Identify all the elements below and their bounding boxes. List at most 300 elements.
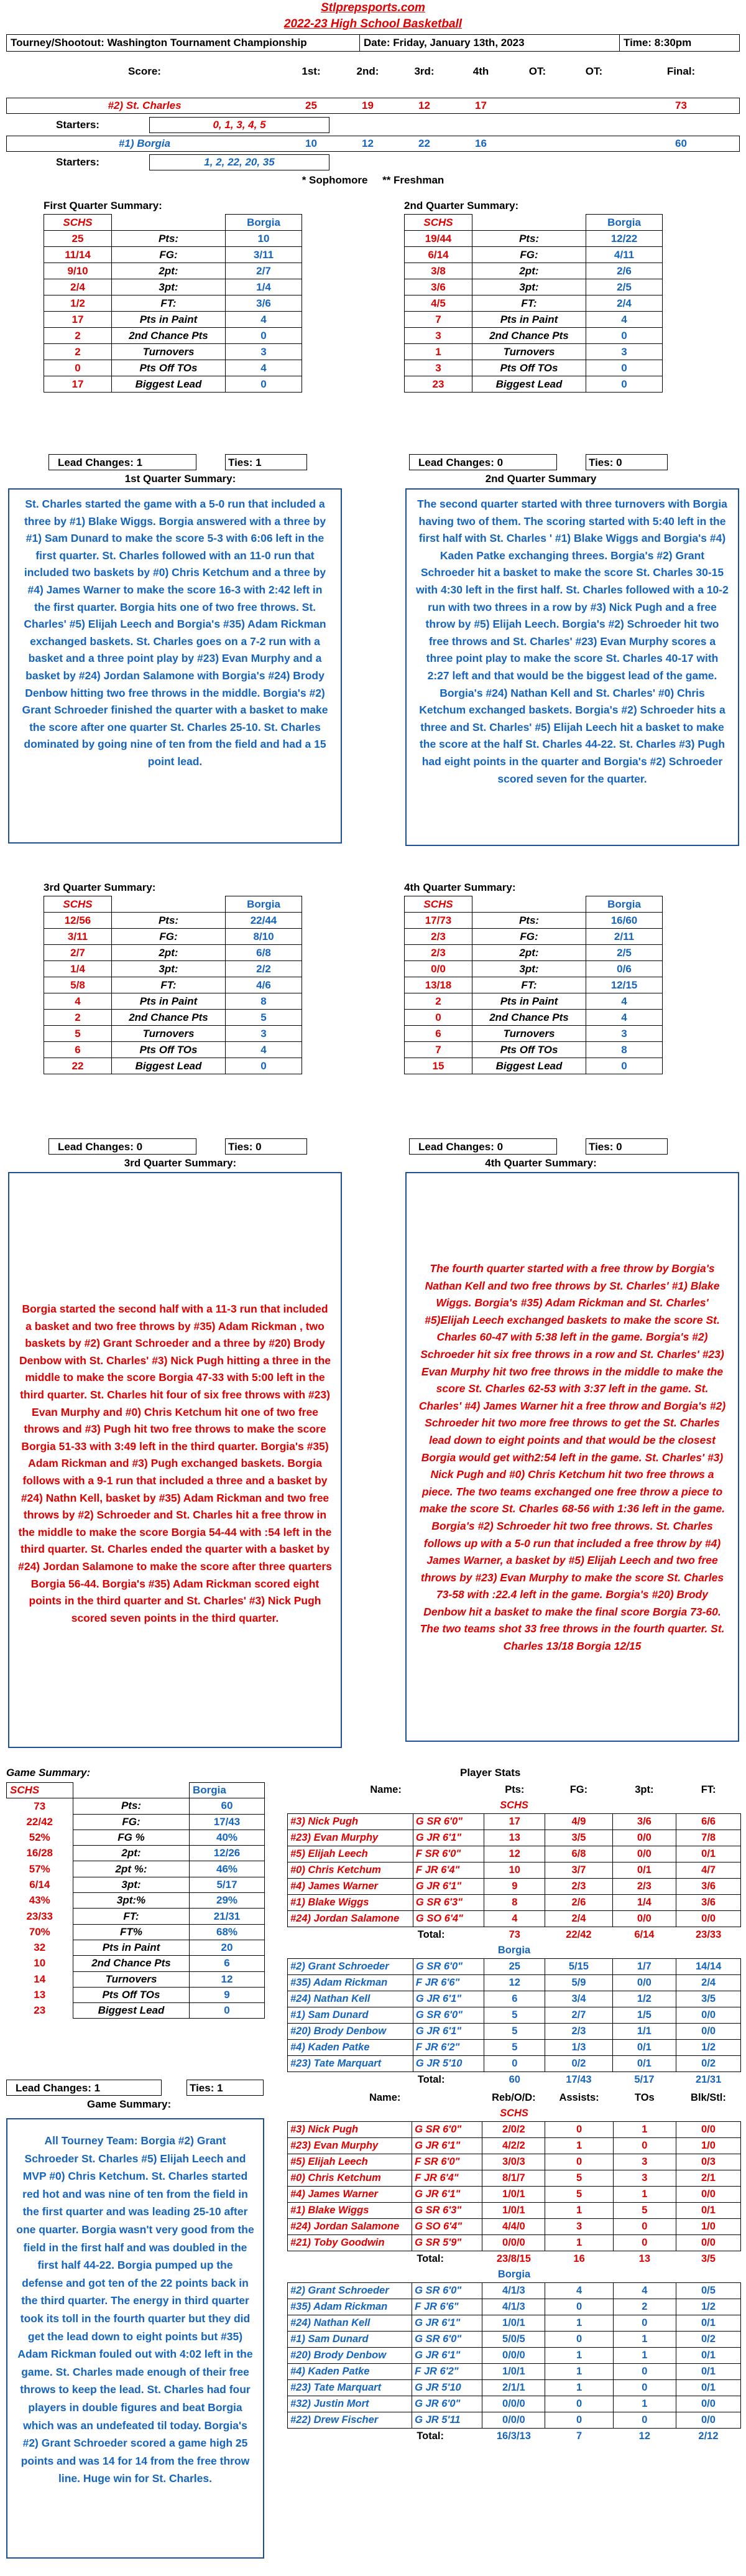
borgia-stat: 68% xyxy=(190,1924,265,1940)
starters-label: Starters: xyxy=(56,119,99,131)
player-name: #4) Kaden Patke xyxy=(288,2040,413,2056)
player-info: G JR 6'1" xyxy=(413,1991,484,2007)
stat-label: Turnovers xyxy=(472,1026,586,1042)
q1-title: First Quarter Summary: xyxy=(44,200,162,212)
stat-label: 3pt: xyxy=(73,1877,190,1892)
stat-label: Pts in Paint xyxy=(112,312,226,328)
col-header: Assists: xyxy=(559,2092,599,2103)
schs-stat: 0 xyxy=(405,1010,472,1026)
game-ties: Ties: 1 xyxy=(186,2080,264,2096)
player-stat: 1/0 xyxy=(676,2138,740,2154)
player-info: F SR 6'0" xyxy=(413,1846,484,1862)
borgia-stat: 0 xyxy=(586,328,663,344)
player-stat: 12 xyxy=(484,1975,545,1991)
player-info: G JR 6'1" xyxy=(413,1879,484,1895)
schs-stat: 3 xyxy=(405,360,472,376)
schs-stat: 16/28 xyxy=(26,1847,53,1859)
stat-label: 2pt: xyxy=(112,945,226,961)
player-stat: 1 xyxy=(545,2380,613,2396)
total-stat: 12 xyxy=(638,2430,650,2442)
schs-stat: 70% xyxy=(29,1925,50,1938)
player-stat: 4/7 xyxy=(676,1862,741,1879)
starters-label: Starters: xyxy=(56,156,99,168)
schs-stat: 5/8 xyxy=(44,977,112,993)
player-stat: 1/0 xyxy=(676,2219,740,2235)
score-header-ot2: OT: xyxy=(585,65,603,77)
schs-stat: 2 xyxy=(44,1010,112,1026)
player-stat: 3 xyxy=(613,2170,676,2187)
player-stat: 5/15 xyxy=(545,1959,612,1975)
score-header-score: Score: xyxy=(128,65,161,77)
player-stat: 0/0 xyxy=(676,1911,741,1927)
player-stat: 0 xyxy=(545,2332,613,2348)
player-stat: 0/0 xyxy=(676,2122,740,2138)
player-stats-title: Player Stats xyxy=(460,1767,521,1779)
player-stat: 1/0/1 xyxy=(482,2187,545,2203)
stat-label: FG % xyxy=(73,1830,190,1845)
borgia-stat: 10 xyxy=(226,231,302,247)
player-name: #35) Adam Rickman xyxy=(288,2299,412,2315)
player-name: #20) Brody Denbow xyxy=(288,2348,412,2364)
borgia-stat: 3 xyxy=(226,1026,302,1042)
quarter-score: 16 xyxy=(475,137,487,149)
player-stat: 0 xyxy=(545,2299,613,2315)
stat-label: FG: xyxy=(112,247,226,263)
player-info: G SR 6'0" xyxy=(413,1814,484,1830)
score-header-q1: 1st: xyxy=(302,65,321,77)
stat-label: 3pt: xyxy=(472,279,586,295)
q2-summary-text: The second quarter started with three turnovers with Borgia having two of them. The scoring started with 5:40 left in the first half with St. Charles ' #1) Blake Wiggs and Borgia's #4) Kaden Patke exchanging threes. Borgia's #2) Grant Schroeder hit a basket to make the score St. Charles 30-15 with 4:30 left in the first half. St. Charles followed with a 10-2 run with two threes in a row by #3) Nick Pugh and a free throw by #5) Elijah Leech. Borgia's #2) Schroeder hit two free throws and St. Charles' #23) Evan Murphy scores a three point play to make the score St. Charles 40-17 with 2:27 left and that would be the biggest lead of the game. Borgia's #24) Nathan Kell and St. Charles' #0) Chris Ketchum exchanged baskets. Borgia's #2) Schroeder hits a three and St. Charles' #5) Elijah Leech hit a basket to make the score at the half St. Charles 44-22. St. Charles #3) Pugh had eight points in the quarter and Borgia's #2) Schroeder scored seven for the quarter. xyxy=(405,488,739,846)
score-header-q4: 4th xyxy=(472,65,489,77)
q2-title: 2nd Quarter Summary: xyxy=(404,200,519,212)
borgia-section: Borgia xyxy=(497,2269,531,2280)
stat-label: Pts: xyxy=(472,231,586,247)
score-header-final: Final: xyxy=(666,65,696,77)
schs-stat: 10 xyxy=(34,1957,46,1969)
player-name: #2) Grant Schroeder xyxy=(288,2283,412,2299)
stat-label: FT: xyxy=(472,295,586,312)
game-info-table xyxy=(6,34,740,52)
schs-stat: 52% xyxy=(29,1831,50,1844)
borgia-stat: 0 xyxy=(190,2003,265,2019)
total-stat: 5/17 xyxy=(634,2074,655,2085)
stat-label: Pts in Paint xyxy=(73,1940,190,1955)
player-stat: 1 xyxy=(545,2235,613,2251)
col-header: TOs xyxy=(634,2092,655,2103)
player-stat: 0/1 xyxy=(676,2348,740,2364)
stat-label: Pts: xyxy=(112,913,226,929)
borgia-stat: 2/7 xyxy=(226,263,302,279)
player-info: G JR 6'1" xyxy=(412,2348,482,2364)
schs-stat: 23/33 xyxy=(26,1910,53,1922)
player-name: #24) Nathan Kell xyxy=(288,1991,413,2007)
player-stat: 1/5 xyxy=(612,2007,676,2024)
stat-label: 3pt: xyxy=(112,279,226,295)
player-stat: 8 xyxy=(484,1895,545,1911)
schs-stat: 17/73 xyxy=(405,913,472,929)
player-stat: 1 xyxy=(545,2364,613,2380)
stat-label: Pts: xyxy=(73,1798,190,1814)
schs-stat: 13 xyxy=(34,1989,46,2001)
player-info: F JR 6'6" xyxy=(413,1975,484,1991)
borgia-stat: 4 xyxy=(226,360,302,376)
q1-summary-text: St. Charles started the game with a 5-0 run that included a three by #1) Blake Wiggs. Borgia answered with a three by #1) Sam Dunard to make the score 5-3 with 6:06 left in the first quarter. St. Charles followed with an 11-0 run that included two baskets by #0) Chris Ketchum and a three by #4) James Warner to make the score 16-3 with 2:42 left in the first quarter. Borgia hits one of two free throws. St. Charles' #5) Elijah Leech and Borgia's #35) Adam Rickman exchanged baskets. St. Charles goes on a 7-2 run with a basket and a three point play by #23) Evan Murphy and a basket by #24) Jordan Salamone with Borgia's #24) Brody Denbow hitting two free throws in the middle. Borgia's #2) Grant Schroeder finished the quarter with a basket to make the score after one quarter St. Charles 25-10. St. Charles dominated by going nine of ten from the field and had a 15 point lead. xyxy=(8,488,342,844)
player-stat: 2/3 xyxy=(545,2024,612,2040)
col-header: Reb/O/D: xyxy=(492,2092,536,2103)
q2-lead-changes: Lead Changes: 0 xyxy=(409,454,557,470)
player-stat: 0 xyxy=(613,2412,676,2429)
q3-lead-changes: Lead Changes: 0 xyxy=(48,1138,196,1155)
score-header-ot1: OT: xyxy=(528,65,546,77)
player-stat: 4/1/3 xyxy=(482,2299,545,2315)
stat-label: Pts Off TOs xyxy=(112,1042,226,1058)
total-stat: 23/33 xyxy=(695,1929,722,1940)
schs-stat: 19/44 xyxy=(405,231,472,247)
borgia-section: Borgia xyxy=(497,1945,531,1956)
player-stat: 9 xyxy=(484,1879,545,1895)
game-summary-table xyxy=(6,1782,265,2019)
schs-stat: 43% xyxy=(29,1894,50,1907)
schs-label: SCHS xyxy=(405,215,472,231)
stat-label: Pts Off TOs xyxy=(112,360,226,376)
player-stat: 0/0/0 xyxy=(482,2396,545,2412)
score-header-q3: 3rd: xyxy=(414,65,435,77)
player-name: #23) Tate Marquart xyxy=(288,2380,412,2396)
stat-label: Pts Off TOs xyxy=(73,1987,190,2002)
site-link[interactable]: Stlprepsports.com xyxy=(321,1,425,14)
schs-stat: 15 xyxy=(405,1058,472,1074)
player-stat: 1/0/1 xyxy=(482,2364,545,2380)
quarter-score: 22 xyxy=(418,137,430,149)
player-name: #23) Tate Marquart xyxy=(288,2056,413,2072)
schs-stat: 7 xyxy=(405,1042,472,1058)
player-stat: 4/2/2 xyxy=(482,2138,545,2154)
schs-stat: 9/10 xyxy=(44,263,112,279)
total-stat: 60 xyxy=(509,2074,520,2085)
borgia-stat: 40% xyxy=(190,1830,265,1845)
borgia-stat: 0 xyxy=(226,328,302,344)
q3-summary-title: 3rd Quarter Summary: xyxy=(124,1157,237,1169)
schs-stat: 32 xyxy=(34,1941,46,1954)
player-stats-table-2 xyxy=(287,2090,741,2444)
team-name: #1) Borgia xyxy=(118,137,171,149)
player-stat: 0/1 xyxy=(676,2315,740,2332)
player-info: G JR 6'1" xyxy=(412,2138,482,2154)
schs-stat: 7 xyxy=(405,312,472,328)
player-stat: 2/7 xyxy=(545,2007,612,2024)
borgia-stat: 0/6 xyxy=(586,961,663,977)
borgia-stat: 0 xyxy=(586,1058,663,1074)
player-stat: 6 xyxy=(484,1991,545,2007)
player-name: #22) Drew Fischer xyxy=(288,2412,412,2429)
borgia-stat: 4 xyxy=(586,993,663,1010)
player-name: #2) Grant Schroeder xyxy=(288,1959,413,1975)
player-info: G JR 5'10 xyxy=(412,2380,482,2396)
player-name: #24) Jordan Salamone xyxy=(288,2219,412,2235)
player-stat: 0/1 xyxy=(676,1846,741,1862)
player-stat: 5 xyxy=(484,2040,545,2056)
stat-label: FT: xyxy=(112,977,226,993)
col-header: 3pt: xyxy=(635,1784,654,1795)
player-stat: 0 xyxy=(545,2122,613,2138)
player-stat: 2/4 xyxy=(676,1975,741,1991)
player-name: #21) Toby Goodwin xyxy=(288,2235,412,2251)
player-stat: 5 xyxy=(484,2024,545,2040)
borgia-stat: 4 xyxy=(226,1042,302,1058)
player-stat: 5 xyxy=(545,2170,613,2187)
player-stat: 0/1 xyxy=(612,1862,676,1879)
player-stat: 0/1 xyxy=(612,2040,676,2056)
player-info: F JR 6'4" xyxy=(412,2170,482,2187)
player-info: G SR 6'0" xyxy=(413,1959,484,1975)
q2-summary-title: 2nd Quarter Summary xyxy=(485,473,597,485)
stat-label: 2nd Chance Pts xyxy=(472,1010,586,1026)
player-stat: 1/2 xyxy=(676,2040,741,2056)
borgia-stat: 0 xyxy=(586,376,663,393)
borgia-stat: 8/10 xyxy=(226,929,302,945)
schs-stat: 4/5 xyxy=(405,295,472,312)
q4-ties: Ties: 0 xyxy=(586,1138,668,1155)
q3-stats xyxy=(44,880,302,1074)
player-stat: 0/0/0 xyxy=(482,2235,545,2251)
quarter-score: 12 xyxy=(418,100,430,111)
player-stats-table xyxy=(287,1782,741,2088)
schs-stat: 14 xyxy=(34,1973,46,1985)
player-info: G SO 6'4" xyxy=(412,2219,482,2235)
player-stat: 1/4 xyxy=(612,1895,676,1911)
player-stat: 2 xyxy=(613,2299,676,2315)
schs-stat: 13/18 xyxy=(405,977,472,993)
player-stat: 3/5 xyxy=(545,1830,612,1846)
borgia-stat: 60 xyxy=(190,1798,265,1814)
player-name: #1) Sam Dunard xyxy=(288,2332,412,2348)
player-name: #24) Nathan Kell xyxy=(288,2315,412,2332)
stat-label: Pts in Paint xyxy=(472,312,586,328)
player-stat: 1 xyxy=(613,2396,676,2412)
player-stat: 0 xyxy=(613,2315,676,2332)
player-stat: 1/7 xyxy=(612,1959,676,1975)
q3-summary-text: Borgia started the second half with a 11-3 run that included a basket and two free throws by #35) Adam Rickman , two baskets by #2) Grant Schroeder and a three by #20) Brody Denbow with St. Charles' #3) Nick Pugh hitting a three in the middle to make the score Borgia 47-33 with 5:00 left in the third quarter. St. Charles hit four of six free throws with #23) Evan Murphy and #0) Chris Ketchum hit one of two free throws and #3) Pugh hit two free throws to make the score Borgia 51-33 with 3:49 left in the third quarter. Borgia's #35) Adam Rickman and #3) Pugh exchanged baskets. Borgia follows with a 9-1 run that included a three and a basket by #24) Nathn Kell, basket by #35) Adam Rickman and two free throws by #2) Schroeder and St. Charles hit a free throw in the middle to make the score Borgia 54-44 with :54 left in the third quarter. St. Charles ended the quarter with a basket by #24) Jordan Salamone to make the score after three quarters Borgia 56-44. Borgia's #35) Adam Rickman scored eight points in the third quarter and St. Charles' #3) Nick Pugh scored seven points in the third quarter. xyxy=(8,1172,342,1748)
player-stat: 3/6 xyxy=(676,1879,741,1895)
borgia-stat: 16/60 xyxy=(586,913,663,929)
player-stat: 4 xyxy=(484,1911,545,1927)
q1-stats xyxy=(44,198,302,393)
schs-label: SCHS xyxy=(405,896,472,913)
player-stat: 0/2 xyxy=(676,2056,741,2072)
player-stat: 0/1 xyxy=(676,2364,740,2380)
stat-label: Pts in Paint xyxy=(472,993,586,1010)
player-stat: 2/0/2 xyxy=(482,2122,545,2138)
player-stat: 6/6 xyxy=(676,1814,741,1830)
schs-stat: 17 xyxy=(44,312,112,328)
schs-stat: 2/7 xyxy=(44,945,112,961)
player-stat: 1 xyxy=(545,2203,613,2219)
stat-label: Turnovers xyxy=(472,344,586,360)
total-stat: 13 xyxy=(638,2253,650,2264)
borgia-stat: 2/11 xyxy=(586,929,663,945)
player-stat: 0/0 xyxy=(612,1975,676,1991)
stat-label: Biggest Lead xyxy=(112,1058,226,1074)
schs-stat: 3/11 xyxy=(44,929,112,945)
player-stat: 1 xyxy=(545,2315,613,2332)
q4-summary-title: 4th Quarter Summary: xyxy=(485,1157,597,1169)
borgia-stat: 2/4 xyxy=(586,295,663,312)
team-name: #2) St. Charles xyxy=(108,100,182,111)
stat-label: Pts Off TOs xyxy=(472,360,586,376)
total-label: Total: xyxy=(417,2253,444,2264)
player-stat: 1/0/1 xyxy=(482,2315,545,2332)
stat-label: Pts: xyxy=(112,231,226,247)
player-name: #4) Kaden Patke xyxy=(288,2364,412,2380)
borgia-stat: 8 xyxy=(586,1042,663,1058)
borgia-stat: 5/17 xyxy=(190,1877,265,1892)
total-label: Total: xyxy=(417,2430,444,2442)
player-stat: 0 xyxy=(613,2235,676,2251)
player-stat: 4 xyxy=(613,2283,676,2299)
schs-stat: 6/14 xyxy=(29,1878,50,1890)
stat-label: FG: xyxy=(472,247,586,263)
stat-label: Pts Off TOs xyxy=(472,1042,586,1058)
q1-lead-changes: Lead Changes: 1 xyxy=(48,454,196,470)
player-info: F JR 6'6" xyxy=(412,2299,482,2315)
quarter-score: 17 xyxy=(475,100,487,111)
player-stat: 3/6 xyxy=(612,1814,676,1830)
borgia-stat: 3 xyxy=(586,1026,663,1042)
stat-label: FG: xyxy=(73,1814,190,1830)
schs-stat: 25 xyxy=(44,231,112,247)
total-stat: 16 xyxy=(573,2253,585,2264)
borgia-stat: 12 xyxy=(190,1971,265,1987)
player-info: G SR 5'9" xyxy=(412,2235,482,2251)
q4-title: 4th Quarter Summary: xyxy=(404,881,516,893)
player-stat: 0/0 xyxy=(676,2412,740,2429)
borgia-stat: 6/8 xyxy=(226,945,302,961)
starters-box xyxy=(149,117,329,133)
player-stat: 0/0 xyxy=(676,2187,740,2203)
player-stat: 0/5 xyxy=(676,2283,740,2299)
total-label: Total: xyxy=(417,1929,445,1940)
total-stat: 7 xyxy=(576,2430,583,2442)
player-stat: 0/1 xyxy=(676,2203,740,2219)
player-stat: 0/2 xyxy=(545,2056,612,2072)
player-stat: 1/1 xyxy=(612,2024,676,2040)
player-name: #0) Chris Ketchum xyxy=(288,1862,413,1879)
borgia-stat: 1/4 xyxy=(226,279,302,295)
stat-label: 2nd Chance Pts xyxy=(112,1010,226,1026)
player-info: G SR 6'0" xyxy=(412,2122,482,2138)
player-stat: 1 xyxy=(613,2122,676,2138)
stat-label: FG: xyxy=(472,929,586,945)
total-stat: 2/12 xyxy=(698,2430,719,2442)
total-stat: 16/3/13 xyxy=(496,2430,531,2442)
player-stat: 0 xyxy=(545,2396,613,2412)
stat-label: 2pt: xyxy=(472,945,586,961)
player-stat: 1 xyxy=(613,2332,676,2348)
schs-stat: 5 xyxy=(44,1026,112,1042)
q3-title: 3rd Quarter Summary: xyxy=(44,881,156,893)
player-stat: 0/1 xyxy=(612,2056,676,2072)
player-stat: 17 xyxy=(484,1814,545,1830)
final-score: 73 xyxy=(675,100,687,111)
col-header: Pts: xyxy=(505,1784,525,1795)
stat-label: Biggest Lead xyxy=(73,2003,190,2019)
q3-ties: Ties: 0 xyxy=(225,1138,307,1155)
schs-stat: 3/8 xyxy=(405,263,472,279)
player-stat: 1/3 xyxy=(545,2040,612,2056)
player-stat: 14/14 xyxy=(676,1959,741,1975)
borgia-stat: 2/5 xyxy=(586,279,663,295)
player-info: G SO 6'4" xyxy=(413,1911,484,1927)
schs-stat: 2 xyxy=(44,344,112,360)
player-stat: 5 xyxy=(613,2203,676,2219)
schs-stat: 6 xyxy=(44,1042,112,1058)
borgia-stat: 0 xyxy=(226,376,302,393)
stat-label: FT: xyxy=(112,295,226,312)
schs-stat: 23 xyxy=(34,2004,46,2017)
game-time: Time: 8:30pm xyxy=(620,35,740,52)
player-stat: 4/1/3 xyxy=(482,2283,545,2299)
player-stat: 1/2 xyxy=(612,1991,676,2007)
schs-stat: 2/3 xyxy=(405,929,472,945)
borgia-stat: 20 xyxy=(190,1940,265,1955)
borgia-stat: 2/6 xyxy=(586,263,663,279)
col-header: FT: xyxy=(701,1784,716,1795)
schs-section: SCHS xyxy=(500,2108,528,2119)
col-header: FG: xyxy=(569,1784,588,1795)
borgia-label: Borgia xyxy=(586,215,663,231)
stat-label: Pts in Paint xyxy=(112,993,226,1010)
borgia-stat: 4 xyxy=(226,312,302,328)
borgia-stat: 12/22 xyxy=(586,231,663,247)
borgia-stat: 12/26 xyxy=(190,1846,265,1861)
player-info: G JR 5'11 xyxy=(412,2412,482,2429)
player-info: G JR 5'10 xyxy=(413,2056,484,2072)
player-name: #23) Evan Murphy xyxy=(288,1830,413,1846)
player-info: G JR 6'1" xyxy=(413,2024,484,2040)
player-stat: 2/6 xyxy=(545,1895,612,1911)
season-title: 2022-23 High School Basketball xyxy=(283,17,463,30)
player-stat: 3/4 xyxy=(545,1991,612,2007)
player-name: #5) Elijah Leech xyxy=(288,2154,412,2170)
starters-box xyxy=(149,154,329,170)
q2-stats xyxy=(404,198,663,393)
player-name: #35) Adam Rickman xyxy=(288,1975,413,1991)
event-name: Tourney/Shootout: Washington Tournament Championship xyxy=(7,35,360,52)
player-stat: 2/3 xyxy=(612,1879,676,1895)
player-stat: 0 xyxy=(613,2364,676,2380)
col-header: Name: xyxy=(370,1784,402,1795)
player-stat: 0/0 xyxy=(676,2007,741,2024)
player-name: #4) James Warner xyxy=(288,2187,412,2203)
schs-stat: 22 xyxy=(44,1058,112,1074)
stat-label: FG: xyxy=(112,929,226,945)
player-stat: 0/0/0 xyxy=(482,2348,545,2364)
borgia-stat: 4/6 xyxy=(226,977,302,993)
player-stat: 2/3 xyxy=(545,1879,612,1895)
player-stat: 3/0/3 xyxy=(482,2154,545,2170)
stat-label: Biggest Lead xyxy=(472,376,586,393)
schs-stat: 73 xyxy=(34,1800,46,1812)
game-summary-title: Game Summary: xyxy=(6,1767,91,1779)
total-stat: 6/14 xyxy=(634,1929,655,1940)
player-stat: 7/8 xyxy=(676,1830,741,1846)
schs-stat: 57% xyxy=(29,1862,50,1875)
player-stat: 0/0 xyxy=(612,1830,676,1846)
player-stat: 0 xyxy=(613,2138,676,2154)
stat-label: Turnovers xyxy=(112,1026,226,1042)
stat-label: 2pt: xyxy=(472,263,586,279)
player-stat: 5/0/5 xyxy=(482,2332,545,2348)
